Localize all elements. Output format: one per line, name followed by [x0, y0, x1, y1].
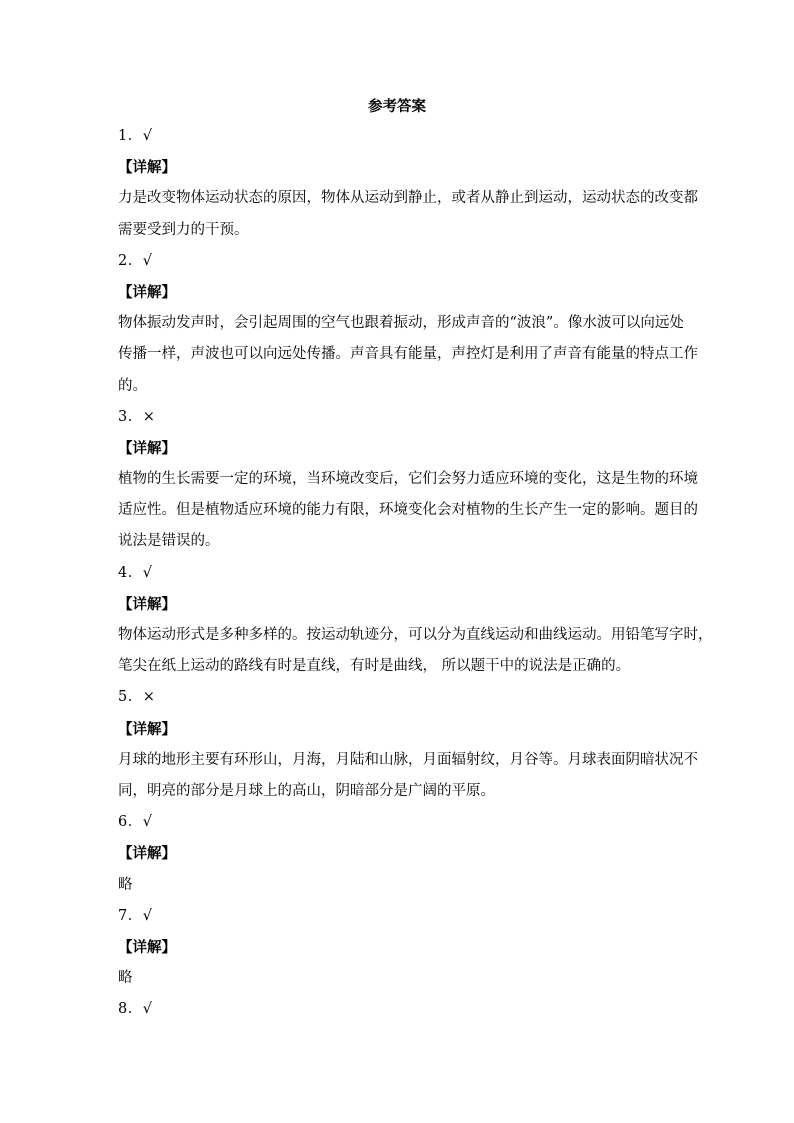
detail-heading: 【详解】 — [118, 159, 176, 177]
detail-heading: 【详解】 — [118, 845, 176, 863]
explanation-line: 说法是错误的。 — [118, 533, 220, 550]
explanation-line: 的。 — [118, 377, 147, 394]
answer-number: 6．√ — [118, 814, 153, 831]
detail-heading: 【详解】 — [118, 283, 176, 301]
answer-number: 1．√ — [118, 128, 153, 144]
explanation-line: 需要受到力的干预。 — [118, 221, 249, 238]
answer-number: 2．√ — [118, 252, 153, 269]
explanation-line: 物体运动形式是多种多样的。按运动轨迹分，可以分为直线运动和曲线运动。用铅笔写字时， — [118, 627, 713, 643]
explanation-line: 略 — [118, 970, 133, 987]
answer-list — [118, 121, 713, 1025]
explanation-line: 月球的地形主要有环形山，月海，月陆和山脉，月面辐射纹，月谷等。月球表面阴暗状况不 — [118, 751, 698, 768]
answer-number: 3．× — [118, 408, 156, 425]
answer-number: 7．√ — [118, 907, 153, 924]
explanation-line: 同，明亮的部分是月球上的高山，阴暗部分是广阔的平原。 — [118, 782, 495, 799]
detail-heading: 【详解】 — [118, 938, 176, 956]
detail-heading: 【详解】 — [118, 595, 176, 613]
answer-number: 8．√ — [118, 1001, 153, 1018]
explanation-line: 物体振动发声时，会引起周围的空气也跟着振动，形成声音的“波浪”。像水波可以向远处 — [118, 315, 684, 332]
explanation-line: 植物的生长需要一定的环境，当环境改变后，它们会努力适应环境的变化，这是生物的环境 — [118, 471, 698, 488]
detail-heading: 【详解】 — [118, 439, 176, 457]
answer-number: 5．× — [118, 689, 156, 706]
page-title: 参考答案 — [368, 98, 426, 115]
explanation-line: 适应性。但是植物适应环境的能力有限，环境变化会对植物的生长产生一定的影响。题目的 — [118, 502, 698, 519]
explanation-line: 略 — [118, 876, 133, 893]
detail-heading: 【详解】 — [118, 720, 176, 738]
explanation-line: 笔尖在纸上运动的路线有时是直线，有时是曲线， 所以题干中的说法是正确的。 — [118, 658, 631, 675]
answer-number: 4．√ — [118, 564, 153, 581]
explanation-line: 力是改变物体运动状态的原因，物体从运动到静止，或者从静止到运动，运动状态的改变都 — [118, 190, 698, 207]
explanation-line: 传播一样，声波也可以向远处传播。声音具有能量，声控灯是利用了声音有能量的特点工作 — [118, 346, 698, 363]
